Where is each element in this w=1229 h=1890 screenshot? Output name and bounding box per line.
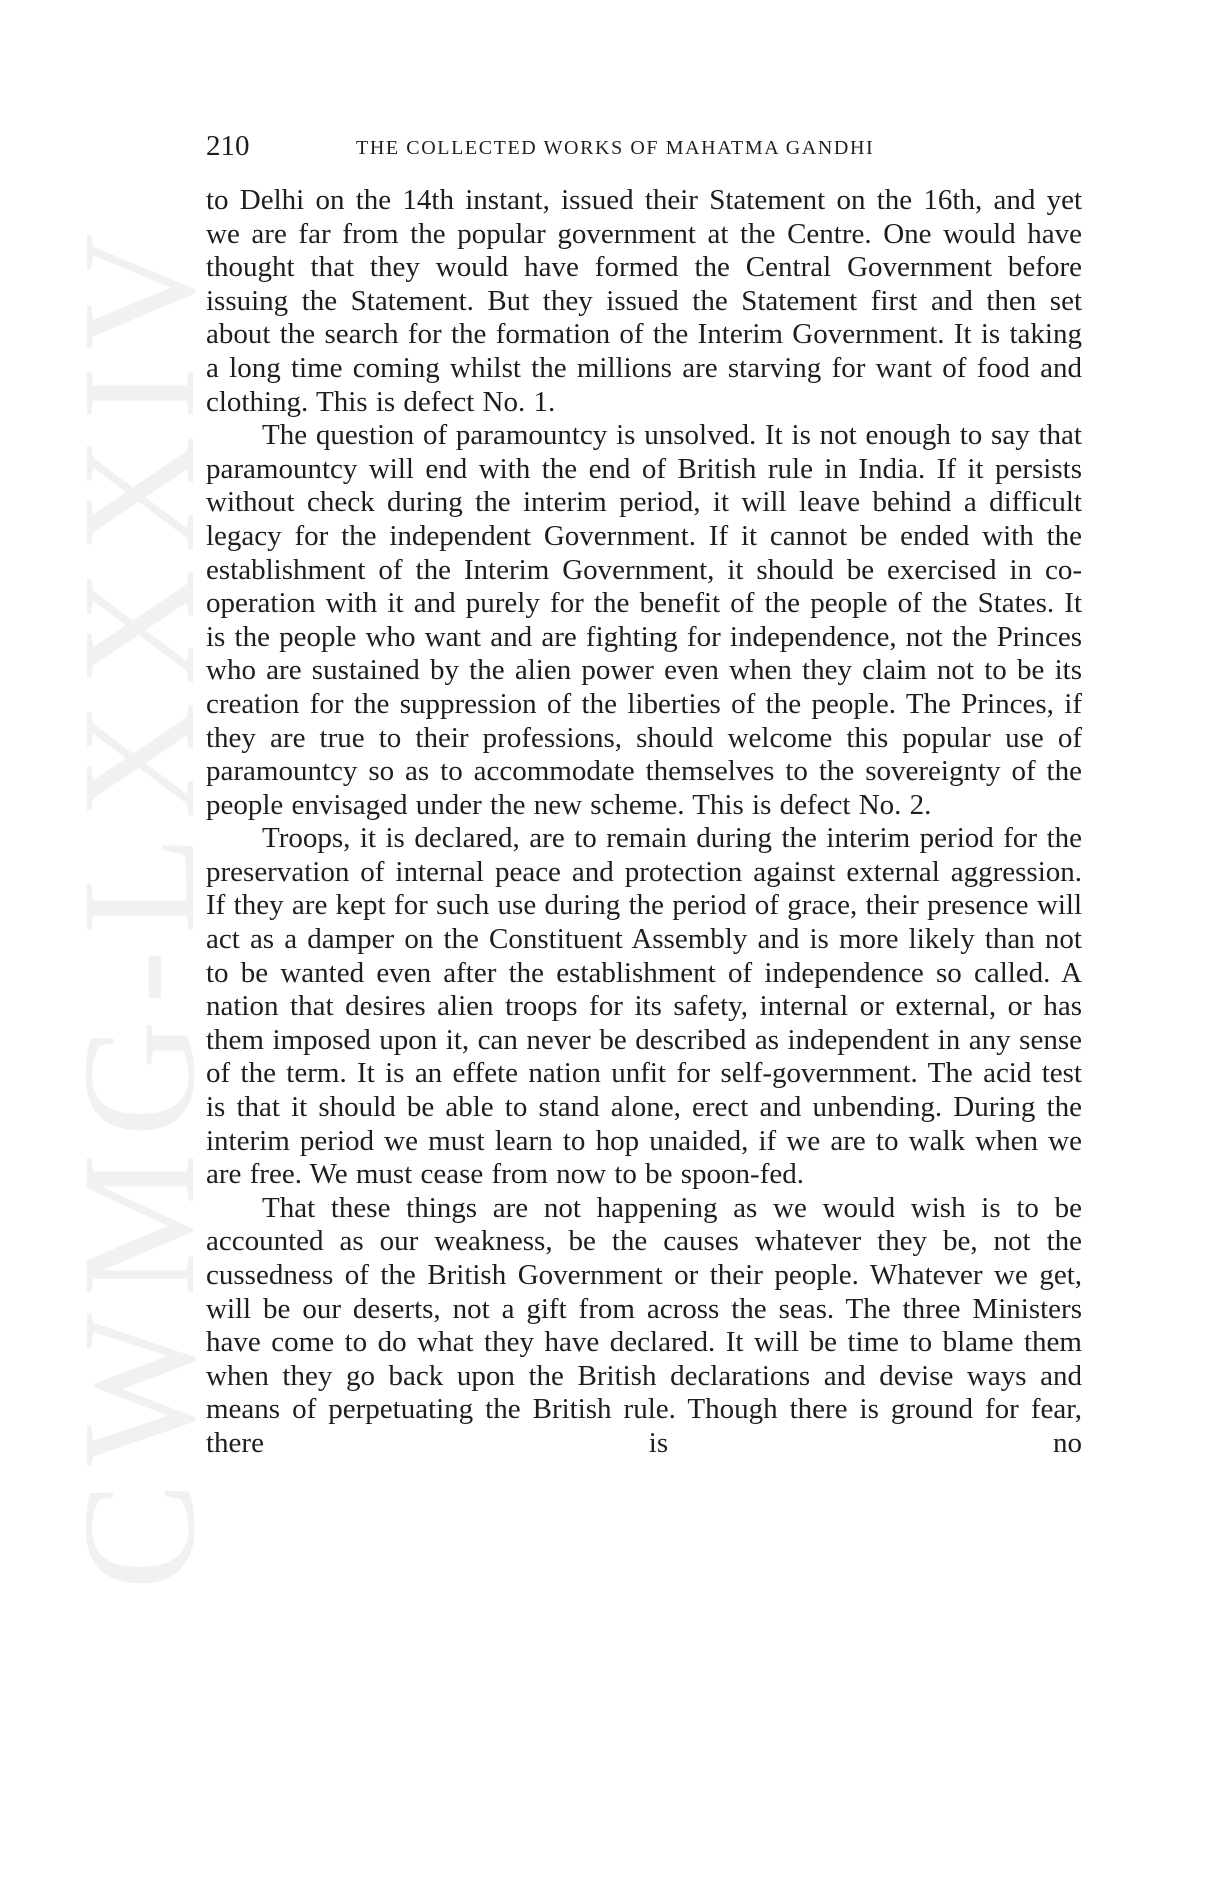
running-title: THE COLLECTED WORKS OF MAHATMA GANDHI [356, 137, 875, 159]
running-head [206, 126, 1082, 166]
page-number: 210 [206, 130, 250, 162]
paragraph-continuation: to Delhi on the 14th instant, issued their Statement on the 16th, and yet we are far from the popular government at the Centre. One would have thought that they would have formed the Central Government before issuing the Statement. But they issued the Statement first and then set about the search for the formation of the Interim Government. It is taking a long time coming whilst the millions are starving for want of food and clothing. This is defect No. 1. [206, 184, 1082, 418]
paragraph-troops: Troops, it is declared, are to remain during the interim period for the preservation of internal peace and protection against external aggression. If they are kept for such use during the period of grace, their presence will act as a damper on the Constituent Assembly and is more likely than not to be wanted even after the establishment of independence so called. A nation that desires alien troops for its safety, internal or external, or has them imposed upon it, can never be described as independent in any sense of the term. It is an effete nation unfit for self-government. The acid test is that it should be able to stand alone, erect and unbending. During the interim period we must learn to hop unaided, if we are to walk when we are free. We must cease from now to be spoon-fed. [206, 822, 1082, 1191]
paragraph-weakness: That these things are not happening as we would wish is to be accounted as our weakness, be the causes whatever they be, not the cussedness of the British Government or their people. Whatever we get, will be our deserts, not a gift from across the seas. The three Ministers have come to do what they have declared. It will be time to blame them when they go back upon the British declarations and devise ways and means of perpetuating the British rule. Though there is ground for fear, there is no [206, 1191, 1082, 1459]
body-text [206, 184, 1082, 1461]
paragraph-paramountcy: The question of paramountcy is unsolved. It is not enough to say that paramountcy will end with the end of British rule in India. If it persists without check during the interim period, it will leave behind a difficult legacy for the independent Government. If it cannot be ended with the establishment of the Interim Government, it should be exercised in co-operation with it and purely for the benefit of the people of the States. It is the people who want and are fighting for independence, not the Princes who are sustained by the alien power even when they claim not to be its creation for the suppression of the liberties of the people. The Princes, if they are true to their professions, should welcome this popular use of paramountcy so as to accommodate themselves to the sovereignty of the people envisaged under the new scheme. This is defect No. 2. [206, 419, 1082, 821]
watermark: CWMG-LXXXIV [50, 217, 229, 1590]
